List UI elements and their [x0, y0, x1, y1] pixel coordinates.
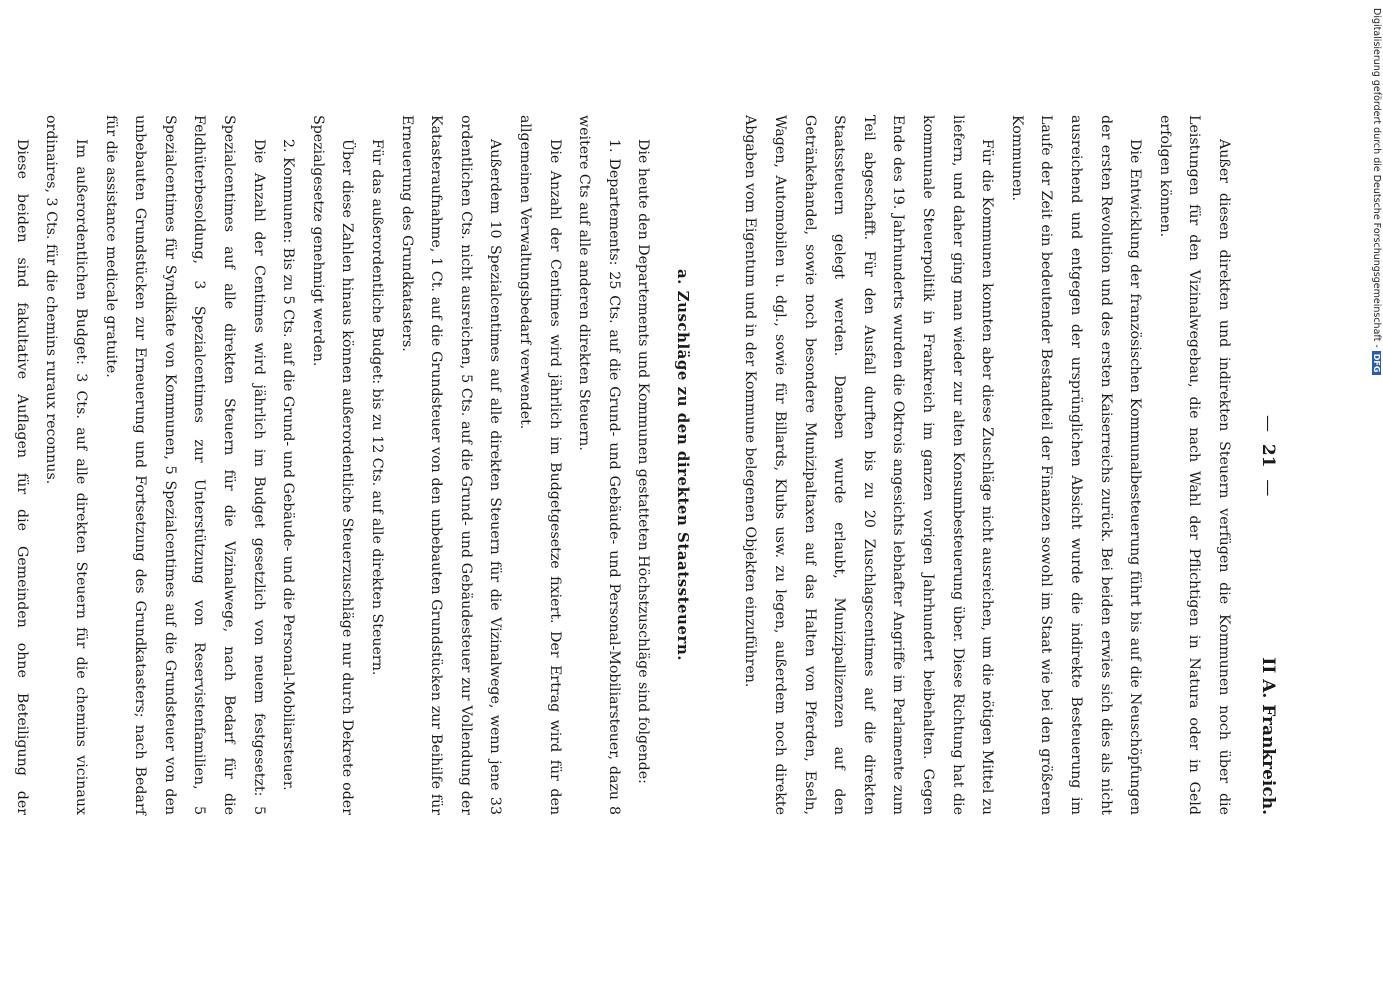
- page-number: [1252, 415, 1282, 496]
- paragraph: Die Anzahl der Centimes wird jährlich im Budgetgesetze fixiert. Der Ertrag wird für den allgemeinen Verwaltungsbedarf verwendet.: [516, 115, 563, 815]
- paragraph: Außer diesen direkten und indirekten Steuern verfügen die Kommunen noch über die Leistungen für den Vizinalwegebau, die nach Wahl der Pflichtigen in Natura oder in Geld erfolgen können.: [1156, 115, 1232, 815]
- paragraph: Für das außerordentliche Budget: bis zu 12 Cts. auf alle direkten Steuern.: [368, 139, 385, 676]
- paragraph: Über diese Zahlen hinaus können außerordentliche Steuerzuschläge nur durch Dekrete oder Spezialgesetze genehmigt werden.: [309, 115, 356, 815]
- section-gap: [707, 115, 735, 815]
- page-header: [1250, 115, 1290, 815]
- funding-text: Digitalisierung gefördert durch die Deutsche Forschungsgemeinschaft -: [1371, 8, 1382, 348]
- paragraph: 1. Departements: 25 Cts. auf die Grund- und Gebäude- und Personal-Mobiliarsteuer, dazu 8 weitere Cts auf alle anderen direkten Steuern.: [576, 115, 622, 815]
- paragraph: Die Entwicklung der französischen Kommunalbesteuerung führt bis auf die Neuschöpfungen der ersten Revolution und des ersten Kaiserreichs zurück. Bei beiden erwies sich dies als nicht ausreichend und entgegen der ursprünglichen Absicht wurde die indirekte Besteuerung im Laufe der Zeit ein bedeutender Bestandteil der Finanzen sowohl im Staat wie bei den größeren Kommunen.: [1008, 115, 1144, 815]
- paragraph: Außerdem 10 Spezialcentimes auf alle direkten Steuern für die Vizinalwege, wenn jene 33 ordentlichen Cts. nicht ausreichen, 5 Cts. auf die Grund- und Gebäudesteuer zur Vollendung der Katasteraufnahme, 1 Ct. auf die Grundsteuer von den unbebauten Grundstücken zur Beihilfe für Erneuerung des Grundkatasters.: [398, 115, 504, 815]
- main-section: [0, 115, 657, 815]
- rotated-document-page: [13, 115, 1290, 815]
- paragraph: Diese beiden sind fakultative Auflagen für die Gemeinden ohne Beteiligung der: [13, 139, 30, 815]
- running-head-section: II A. Frankreich.: [1258, 657, 1278, 815]
- funding-notice: [1371, 8, 1382, 375]
- subheading: a. Zuschläge zu den direkten Staatssteuern.: [673, 268, 692, 662]
- paragraph: Für die Kommunen konnten aber diese Zuschläge nicht ausreichen, um die nötigen Mittel zu liefern, und daher ging man wieder zur alten Konsumbesteuerung über. Diese Richtung hat die kommunale Steuerpolitik in Frankreich im ganzen vorigen Jahrhundert beibehalten. Gegen Ende des 19. Jahrhunderts wurden die Oktrois angesichts lebhafter Angriffe im Parlamente zum Teil abgeschafft. Für den Ausfall durften bis zu 20 Zuschlagscentimes auf die direkten Staatssteuern gelegt werden. Daneben wurde erlaubt, Munizipallizenzen auf den Getränkehandel, sowie noch besondere Munizipaltaxen auf das Halten von Pferden, Eseln, Wagen, Automobilen u. dgl., sowie für Billards, Klubs usw. zu legen, außerdem noch direkte Abgaben vom Eigentum und in der Kommune belegenen Objekten einzuführen.: [742, 115, 996, 815]
- paragraph: Im außerordentlichen Budget: 3 Cts. auf alle direkten Steuern für die chemins vicinaux ordinaires, 3 Cts. für die chemins ruraux reconnus.: [43, 115, 90, 815]
- paragraph: Die heute den Departements und Kommunen gestatteten Höchstzuschläge sind folgende:: [635, 139, 652, 784]
- page-number-value: 21: [1258, 443, 1278, 468]
- paragraph: 2. Kommunen: Bis zu 5 Cts. auf die Grund- und Gebäude- und die Personal-Mobiliarsteuer.: [280, 139, 297, 791]
- paragraph: Die Anzahl der Centimes wird jährlich im Budget gesetzlich von neuem festgesetzt: 5 Spezialcentimes auf alle direkten Steuern für die Vizinalwege, nach Bedarf für die Feldhüterbesoldung, 3 Spezialcentimes zur Unterstützung von Reservistenfamilien, 5 Spezialcentimes für Syndikate von Kommunen, 5 Spezialcentimes auf die Grundsteuer von den unbebauten Grundstücken zur Erneuerung und Fortsetzung des Grundkatasters; nach Bedarf für die assistance medicale gratuite.: [102, 115, 267, 815]
- page-number-dash-left: —: [1258, 415, 1278, 432]
- dfg-funding-stamp: [1370, 8, 1382, 528]
- intro-section: [735, 115, 1238, 815]
- dfg-logo: DFG: [1372, 351, 1381, 376]
- page-number-dash-right: —: [1258, 479, 1278, 497]
